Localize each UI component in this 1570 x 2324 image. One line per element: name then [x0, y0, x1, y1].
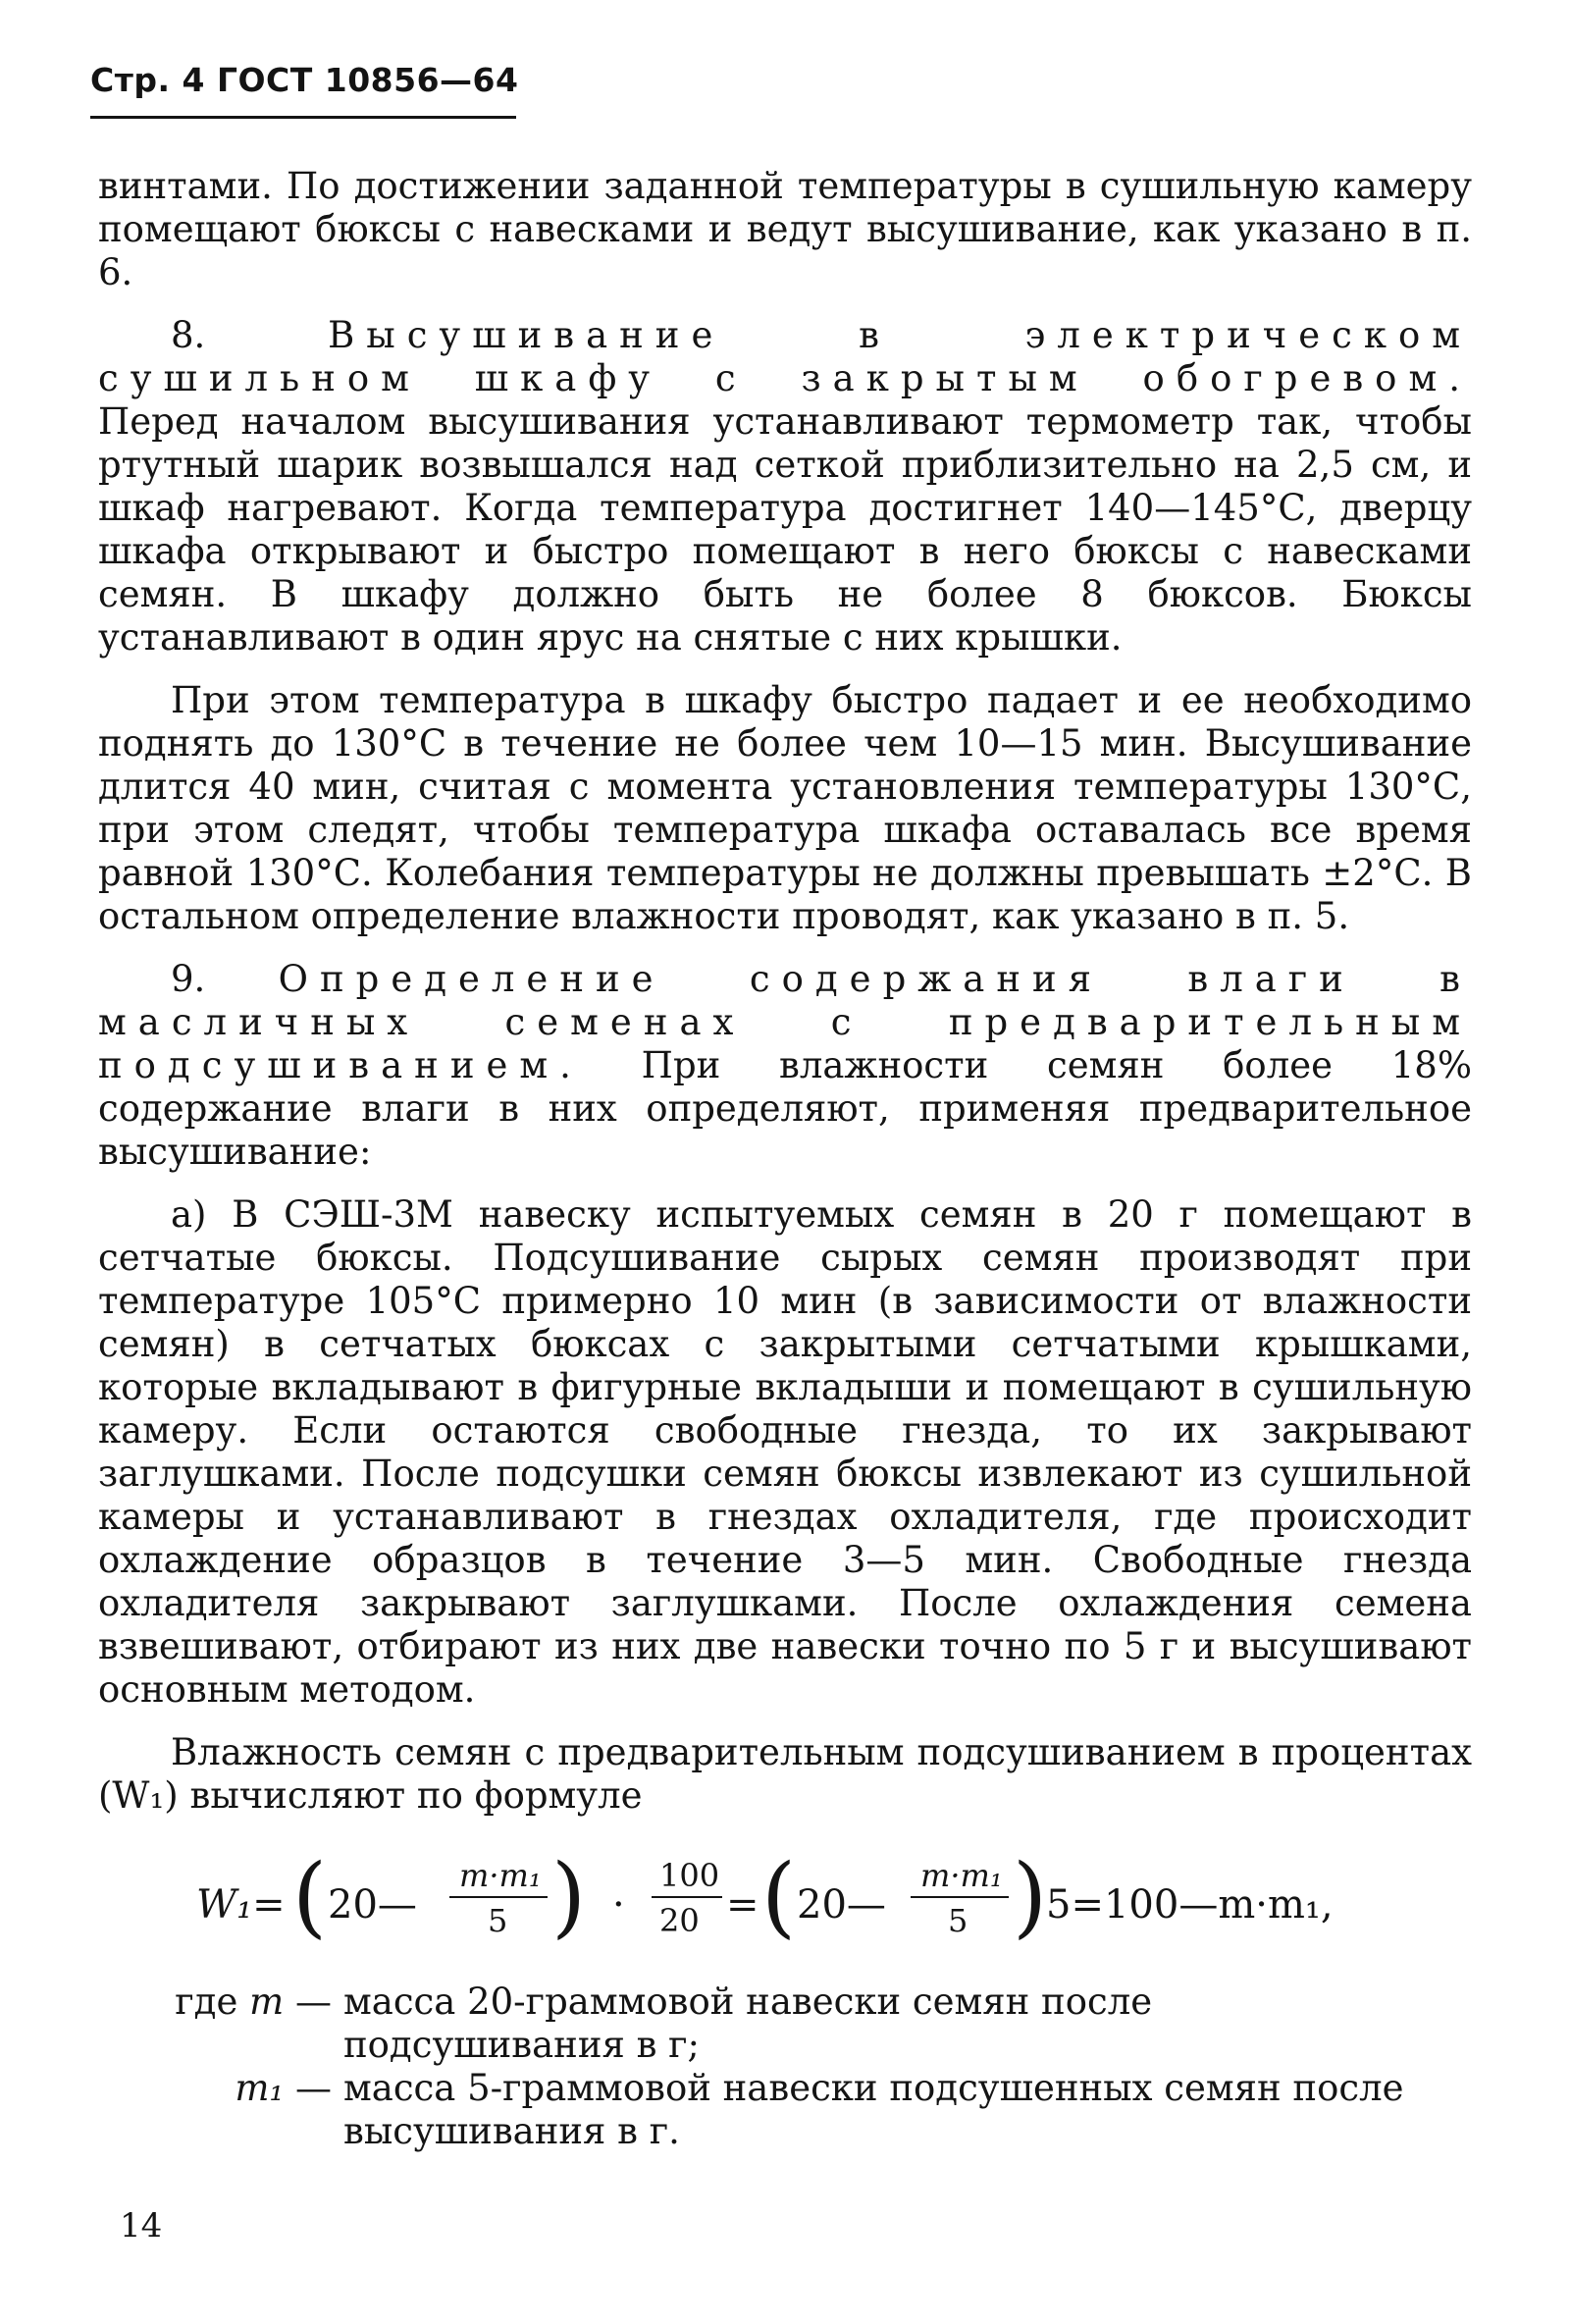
page-number: 14 — [120, 2206, 163, 2245]
section-heading: Высушивание в электрическом сушильном шкафу с закрытым обогревом. — [98, 314, 1472, 399]
paragraph-continuation: винтами. По достижении заданной температуры в сушильную камеру помещают бюксы с навесками и ведут высушивание, как указано в п. 6. — [98, 165, 1472, 293]
formula-close-paren: ) — [551, 1845, 587, 1948]
legend-description: масса 20-граммовой навески семян после подсушивания в г; — [343, 1981, 1153, 2066]
section-heading: Определение содержания влаги в масличных семенах с предварительным подсушиванием. — [98, 958, 1472, 1086]
paragraph-section-9 — [98, 958, 1472, 1174]
formula-close-paren: ) — [1013, 1845, 1048, 1948]
moisture-formula — [0, 1845, 1570, 1961]
formula-open-paren: ( — [761, 1845, 797, 1948]
formula-fraction-numerator: 100 — [659, 1857, 720, 1894]
body-text — [98, 165, 1472, 1837]
formula-open-paren: ( — [292, 1845, 328, 1948]
header-rule — [90, 116, 516, 119]
legend-symbol: m₁ — — [235, 2067, 332, 2109]
legend-row-m1 — [126, 2067, 1499, 2153]
section-text: Перед началом высушивания устанавливают термометр так, чтобы ртутный шарик возвышался над сеткой приблизительно на 2,5 см, и шкаф нагревают. Когда температура достигнет 140—145°С, дверцу шкафа открывают и быстро помещают в него бюксы с навесками семян. В шкафу должно быть не более 8 бюксов. Бюксы устанавливают в один ярус на снятые с них крышки. — [98, 400, 1472, 659]
section-text: При влажности семян более 18% содержание влаги в них определяют, применяя предварительное высушивание: — [98, 1044, 1472, 1173]
paragraph-formula-intro: Влажность семян с предварительным подсушиванием в процентах (W₁) вычисляют по формуле — [98, 1731, 1472, 1817]
formula-fraction-denominator: 20 — [659, 1902, 700, 1939]
paragraph-item-a: а) В СЭШ-3М навеску испытуемых семян в 20 г помещают в сетчатые бюксы. Подсушивание сырых семян производят при температуре 105°С примерно 10 мин (в зависимости от влажности семян) в сетчатых бюксах с закрытыми сетчатыми крышками, которые вкладывают в фигурные вкладыши и помещают в сушильную камеру. Если остаются свободные гнезда, то их закрывают заглушками. После подсушки семян бюксы извлекают из сушильной камеры и устанавливают в гнездах охладителя, где происходит охлаждение образцов в течение 3—5 мин. Свободные гнезда охладителя закрывают заглушками. После охлаждения семена взвешивают, отбирают из них две навески точно по 5 г и высушивают основным методом. — [98, 1193, 1472, 1711]
formula-equals: = — [726, 1882, 759, 1928]
legend-symbol: где m — — [175, 1981, 332, 2023]
formula-fraction-bar — [652, 1896, 722, 1898]
formula-fraction-bar — [449, 1896, 548, 1898]
legend-description: масса 5-граммовой навески подсушенных семян после высушивания в г. — [343, 2067, 1404, 2152]
formula-fraction-numerator: m·m₁ — [459, 1857, 542, 1894]
formula-term: 20— — [328, 1882, 417, 1928]
paragraph-section-8 — [98, 314, 1472, 660]
formula-fraction-denominator: 5 — [948, 1902, 968, 1939]
formula-term: 20— — [797, 1882, 886, 1928]
formula-result: 5=100—m·m₁, — [1046, 1882, 1334, 1928]
formula-multiply: · — [612, 1882, 625, 1928]
formula-fraction-bar — [911, 1896, 1009, 1898]
legend-row-m — [126, 1981, 1499, 2067]
section-number: 8. — [171, 314, 206, 356]
formula-fraction-denominator: 5 — [488, 1902, 508, 1939]
page-header: Стр. 4 ГОСТ 10856—64 — [90, 61, 519, 99]
formula-lhs: W₁= — [196, 1882, 286, 1928]
formula-legend — [126, 1981, 1499, 2153]
paragraph-temperature: При этом температура в шкафу быстро падает и ее необходимо поднять до 130°С в течение не более чем 10—15 мин. Высушивание длится 40 мин, считая с момента установления температуры 130°С, при этом следят, чтобы температура шкафа оставалась все время равной 130°С. Колебания температуры не должны превышать ±2°С. В остальном определение влажности проводят, как указано в п. 5. — [98, 679, 1472, 937]
formula-fraction-numerator: m·m₁ — [920, 1857, 1003, 1894]
section-number: 9. — [171, 958, 206, 1000]
